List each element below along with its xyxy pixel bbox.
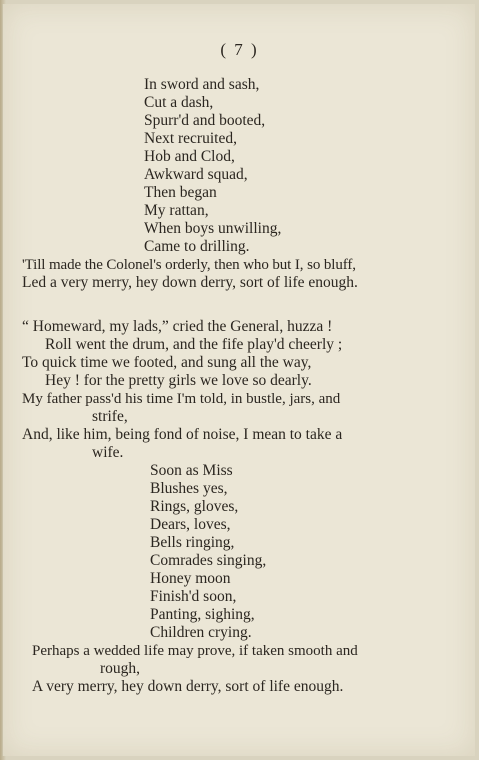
verse-line: Spurr'd and booted,: [144, 112, 266, 129]
verse-line: Roll went the drum, and the fife play'd cheerly ;: [45, 336, 343, 353]
verse-line: In sword and sash,: [144, 76, 260, 93]
page-number: ( 7 ): [220, 40, 259, 59]
verse-line: Dears, loves,: [150, 516, 231, 533]
verse-line: 'Till made the Colonel's orderly, then who but I, so bluff,: [22, 257, 356, 273]
verse-line: Cut a dash,: [144, 94, 214, 111]
verse-line: To quick time we footed, and sung all the way,: [22, 354, 312, 371]
verse-line: Bells ringing,: [150, 534, 235, 551]
verse-line: Then began: [144, 184, 217, 201]
verse-line: A very merry, hey down derry, sort of life enough.: [32, 678, 344, 695]
verse-line: wife.: [92, 444, 124, 461]
verse-line: Awkward squad,: [144, 166, 248, 183]
verse-line: Came to drilling.: [144, 238, 250, 255]
verse-line: And, like him, being fond of noise, I mean to take a: [22, 426, 343, 443]
verse-line: My father pass'd his time I'm told, in bustle, jars, and: [22, 391, 341, 407]
verse-line: Finish'd soon,: [150, 588, 237, 605]
verse-line: rough,: [100, 660, 141, 677]
verse-line: Hob and Clod,: [144, 148, 235, 165]
verse-line: Panting, sighing,: [150, 606, 255, 623]
verse-line: Led a very merry, hey down derry, sort of life enough.: [22, 274, 358, 291]
verse-line: Comrades singing,: [150, 552, 267, 569]
verse-line: Blushes yes,: [150, 480, 228, 497]
verse-line: Perhaps a wedded life may prove, if taken smooth and: [32, 643, 358, 659]
verse-line: Children crying.: [150, 624, 252, 641]
verse-line: Rings, gloves,: [150, 498, 239, 515]
verse-line: Soon as Miss: [150, 462, 233, 479]
verse-line: strife,: [92, 408, 128, 425]
verse-line: Next recruited,: [144, 130, 237, 147]
verse-line: When boys unwilling,: [144, 220, 282, 237]
verse-line: My rattan,: [144, 202, 209, 219]
verse-line: Honey moon: [150, 570, 231, 587]
verse-line: Hey ! for the pretty girls we love so dearly.: [45, 372, 312, 389]
verse-line: “ Homeward, my lads,” cried the General, huzza !: [22, 318, 333, 335]
